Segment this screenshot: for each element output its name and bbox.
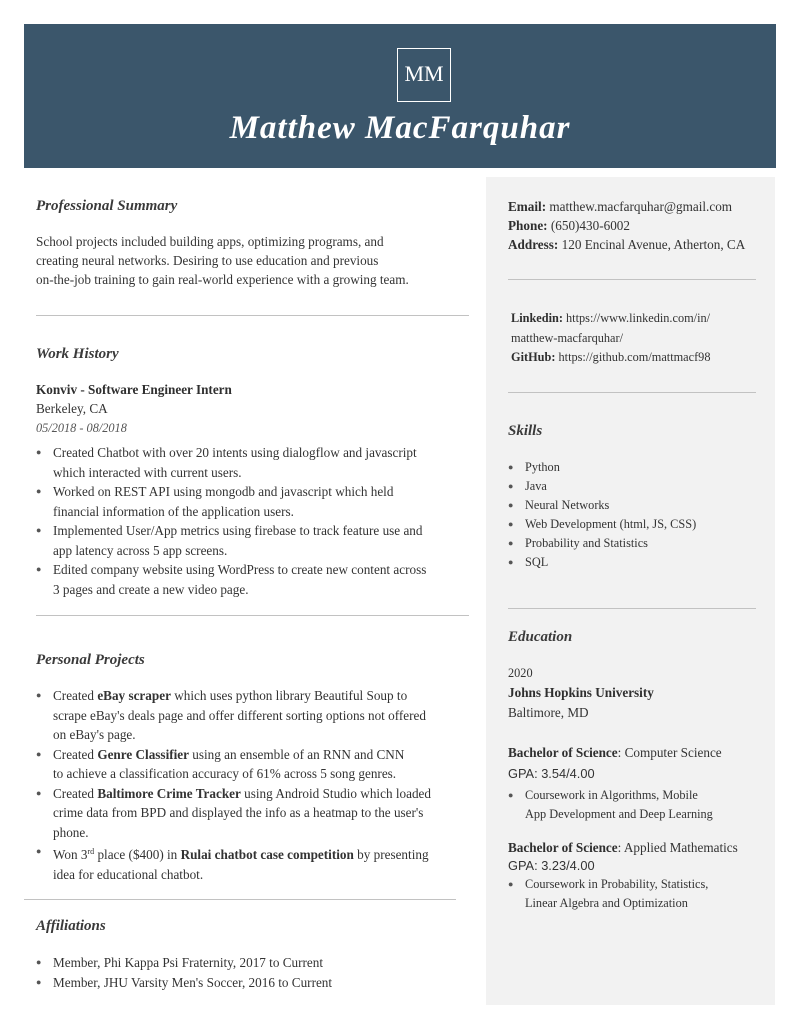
school-city: Baltimore, MD — [508, 705, 589, 720]
resume-header — [24, 24, 776, 168]
coursework-2 — [508, 875, 708, 913]
education-heading: Education — [508, 629, 573, 645]
job-location: Berkeley, CA — [36, 401, 108, 416]
list-item: ● Won 3rd place ($400) in Rulai chatbot case competition by presenting idea for educational chatbot. — [36, 842, 431, 884]
list-item: ● Worked on REST API using mongodb and javascript which held financial information of the application users. — [36, 482, 426, 521]
linkedin-link[interactable]: Linkedin: https://www.linkedin.com/in/ — [511, 311, 711, 325]
summary-line: School projects included building apps, optimizing programs, and — [36, 234, 384, 249]
list-item: ● Member, JHU Varsity Men's Soccer, 2016 to Current — [36, 973, 332, 993]
list-item: ● Web Development (html, JS, CSS) — [508, 515, 696, 534]
list-item: ● Neural Networks — [508, 496, 696, 515]
contact-address: Address: 120 Encinal Avenue, Atherton, CA — [508, 237, 746, 252]
list-item: ● Edited company website using WordPress to create new content across 3 pages and create a new video page. — [36, 560, 426, 599]
list-item: ● Coursework in Probability, Statistics, Linear Algebra and Optimization — [508, 875, 708, 913]
section-divider — [36, 615, 469, 616]
degree-2: Bachelor of Science: Applied Mathematics — [508, 840, 738, 855]
skills-list — [508, 458, 696, 572]
list-item: ● Python — [508, 458, 696, 477]
candidate-name: Matthew MacFarquhar — [229, 110, 571, 146]
school-name: Johns Hopkins University — [508, 685, 654, 700]
summary-line: creating neural networks. Desiring to use education and previous — [36, 253, 379, 268]
list-item: ● Coursework in Algorithms, Mobile App Development and Deep Learning — [508, 786, 713, 824]
list-item: ● Probability and Statistics — [508, 534, 696, 553]
skills-heading: Skills — [508, 423, 543, 439]
list-item: ● Created Genre Classifier using an ensemble of an RNN and CNN to achieve a classification accuracy of 61% across 5 song genres. — [36, 745, 431, 784]
list-item: ● Implemented User/App metrics using firebase to track feature use and app latency across 5 app screens. — [36, 521, 426, 560]
section-divider — [24, 899, 456, 900]
contact-email: Email: matthew.macfarquhar@gmail.com — [508, 199, 733, 214]
list-item: ● SQL — [508, 553, 696, 572]
contact-phone: Phone: (650)430-6002 — [508, 218, 630, 233]
list-item: ● Java — [508, 477, 696, 496]
section-divider — [508, 279, 756, 280]
monogram-logo: MM — [397, 48, 451, 102]
section-divider — [508, 608, 756, 609]
work-bullets — [36, 443, 426, 599]
job-title: Konviv - Software Engineer Intern — [36, 382, 232, 397]
affiliation-bullets — [36, 953, 332, 992]
projects-heading: Personal Projects — [36, 652, 145, 668]
linkedin-link-cont[interactable]: matthew-macfarquhar/ — [511, 331, 623, 345]
coursework-1 — [508, 786, 713, 824]
summary-line: on-the-job training to gain real-world experience with a growing team. — [36, 272, 409, 287]
gpa-1: GPA: 3.54/4.00 — [508, 766, 595, 781]
affiliations-heading: Affiliations — [36, 918, 106, 934]
section-divider — [508, 392, 756, 393]
project-bullets — [36, 686, 431, 884]
section-divider — [36, 315, 469, 316]
list-item: ● Member, Phi Kappa Psi Fraternity, 2017 to Current — [36, 953, 332, 973]
graduation-year: 2020 — [508, 666, 533, 680]
gpa-2: GPA: 3.23/4.00 — [508, 858, 595, 873]
degree-1: Bachelor of Science: Computer Science — [508, 745, 722, 760]
job-dates: 05/2018 - 08/2018 — [36, 421, 127, 435]
work-heading: Work History — [36, 346, 119, 362]
list-item: ● Created Chatbot with over 20 intents using dialogflow and javascript which interacted with current users. — [36, 443, 426, 482]
list-item: ● Created Baltimore Crime Tracker using Android Studio which loaded crime data from BPD and displayed the info as a heatmap to the user's phone. — [36, 784, 431, 843]
list-item: ● Created eBay scraper which uses python library Beautiful Soup to scrape eBay's deals page and offer different sorting options not offered on eBay's page. — [36, 686, 431, 745]
github-link[interactable]: GitHub: https://github.com/mattmacf98 — [511, 350, 711, 364]
summary-heading: Professional Summary — [36, 198, 178, 214]
